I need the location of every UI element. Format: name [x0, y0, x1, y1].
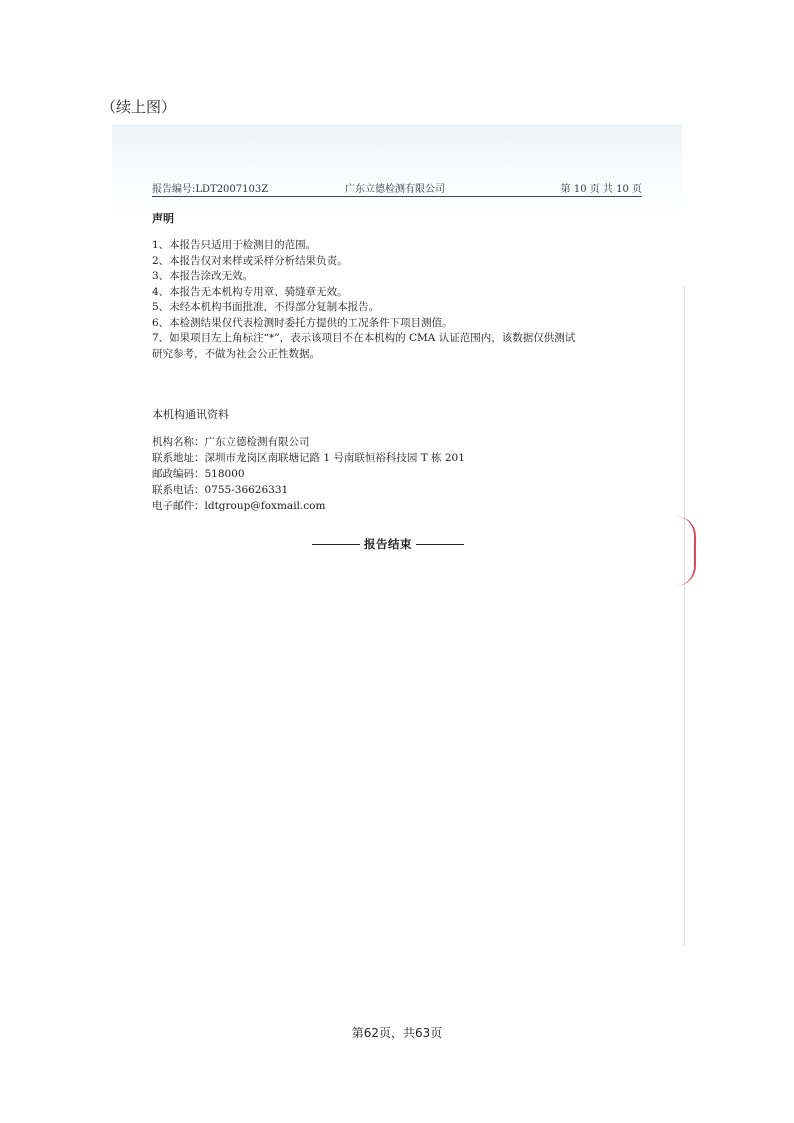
statement-list [152, 238, 632, 362]
continued-caption: （续上图） [101, 98, 177, 116]
scanned-report-page [112, 125, 682, 946]
statement-item: 7、如果项目左上角标注“*”，表示该项目不在本机构的 CMA 认证范围内，该数据仅供测试 [152, 332, 576, 344]
end-dash-left [312, 544, 360, 545]
statement-item: 5、未经本机构书面批准，不得部分复制本报告。 [152, 301, 380, 313]
company-name: 广东立德检测有限公司 [345, 184, 445, 195]
statement-item: 3、本报告涂改无效。 [152, 270, 254, 282]
statement-item: 2、本报告仅对来样或采样分析结果负责。 [152, 254, 348, 267]
report-header [152, 180, 642, 197]
report-end-marker [312, 536, 464, 552]
contact-line: 联系地址：深圳市龙岗区南联塘记路 1 号南联恒裕科技园 T 栋 201 [152, 452, 465, 464]
report-page-info: 第 10 页 共 10 页 [560, 184, 642, 195]
contact-line: 联系电话：0755-36626331 [152, 484, 289, 496]
statement-item: 1、本报告只适用于检测目的范围。 [152, 239, 317, 251]
statement-item: 6、本检测结果仅代表检测时委托方提供的工况条件下项目测值。 [152, 316, 453, 329]
page-edge-line [684, 286, 685, 946]
contact-list [152, 434, 465, 514]
statement-title: 声明 [152, 212, 174, 225]
contact-line: 邮政编码：518000 [152, 468, 245, 480]
contact-line: 电子邮件：ldtgroup@foxmail.com [152, 500, 326, 512]
statement-item: 4、本报告无本机构专用章、骑缝章无效。 [152, 285, 348, 298]
report-end-text: 报告结束 [364, 537, 412, 551]
report-number: 报告编号:LDT2007103Z [152, 184, 269, 195]
contact-title: 本机构通讯资料 [152, 408, 229, 421]
page-footer: 第62页，共63页 [351, 1026, 443, 1040]
statement-item: 研究参考，不做为社会公正性数据。 [152, 347, 320, 360]
seal-stamp-fragment [676, 516, 696, 586]
end-dash-right [416, 544, 464, 545]
contact-line: 机构名称：广东立德检测有限公司 [152, 436, 310, 448]
